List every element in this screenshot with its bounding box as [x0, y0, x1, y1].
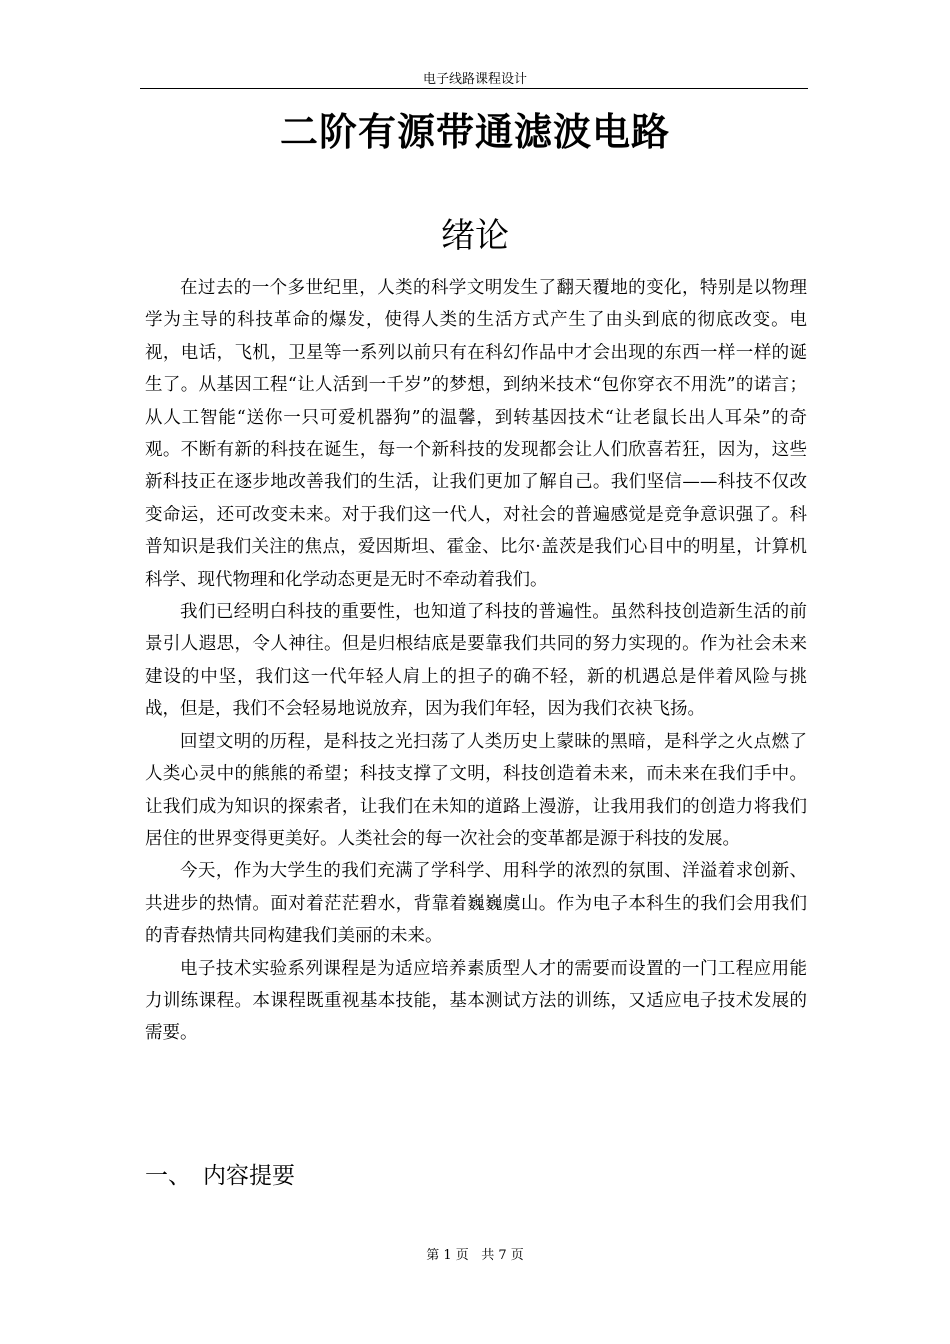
paragraph: 在过去的一个多世纪里，人类的科学文明发生了翻天覆地的变化，特别是以物理学为主导的科技革命的爆发，使得人类的生活方式产生了由头到底的彻底改变。电视，电话，飞机，卫星等一系列以前只有在科幻作品中才会出现的东西一样一样的诞生了。从基因工程“让人活到一千岁”的梦想，到纳米技术“包你穿衣不用洗”的诺言；从人工智能“送你一只可爱机器狗”的温馨，到转基因技术“让老鼠长出人耳朵”的奇观。不断有新的科技在诞生，每一个新科技的发现都会让人们欣喜若狂，因为，这些新科技正在逐步地改善我们的生活，让我们更加了解自己。我们坚信——科技不仅改变命运，还可改变未来。对于我们这一代人，对社会的普遍感觉是竞争意识强了。科普知识是我们关注的焦点，爱因斯坦、霍金、比尔·盖茨是我们心目中的明星，计算机科学、现代物理和化学动态更是无时不牵动着我们。 [145, 278, 807, 590]
page-header: 电子线路课程设计 [422, 72, 527, 87]
subheading [145, 1158, 295, 1194]
header-divider [140, 88, 808, 89]
paragraph: 回望文明的历程，是科技之光扫荡了人类历史上蒙昧的黑暗，是科学之火点燃了人类心灵中的熊熊的希望；科技支撑了文明，科技创造着未来，而未来在我们手中。让我们成为知识的探索者，让我们在未知的道路上漫游，让我用我们的创造力将我们居住的世界变得更美好。人类社会的每一次社会的变革都是源于科技的发展。 [145, 731, 807, 849]
paragraph: 电子技术实验系列课程是为适应培养素质型人才的需要而设置的一门工程应用能力训练课程。本课程既重视基本技能，基本测试方法的训练，又适应电子技术发展的需要。 [145, 958, 807, 1044]
body-text [145, 272, 807, 1050]
document-title: 二阶有源带通滤波电路 [279, 110, 670, 154]
subheading-text: 内容提要 [203, 1163, 295, 1189]
subheading-number: 一、 [145, 1163, 191, 1189]
paragraph: 今天，作为大学生的我们充满了学科学、用科学的浓烈的氛围、洋溢着求创新、共进步的热情。面对着茫茫碧水，背靠着巍巍虞山。作为电子本科生的我们会用我们的青春热情共同构建我们美丽的未来。 [145, 861, 807, 947]
section-heading: 绪论 [441, 216, 509, 256]
paragraph: 我们已经明白科技的重要性，也知道了科技的普遍性。虽然科技创造新生活的前景引人遐思，令人神往。但是归根结底是要靠我们共同的努力实现的。作为社会未来建设的中坚，我们这一代年轻人肩上的担子的确不轻，新的机遇总是伴着风险与挑战，但是，我们不会轻易地说放弃，因为我们年轻，因为我们衣袂飞扬。 [145, 602, 807, 720]
page-footer: 第 1 页 共 7 页 [426, 1248, 524, 1263]
